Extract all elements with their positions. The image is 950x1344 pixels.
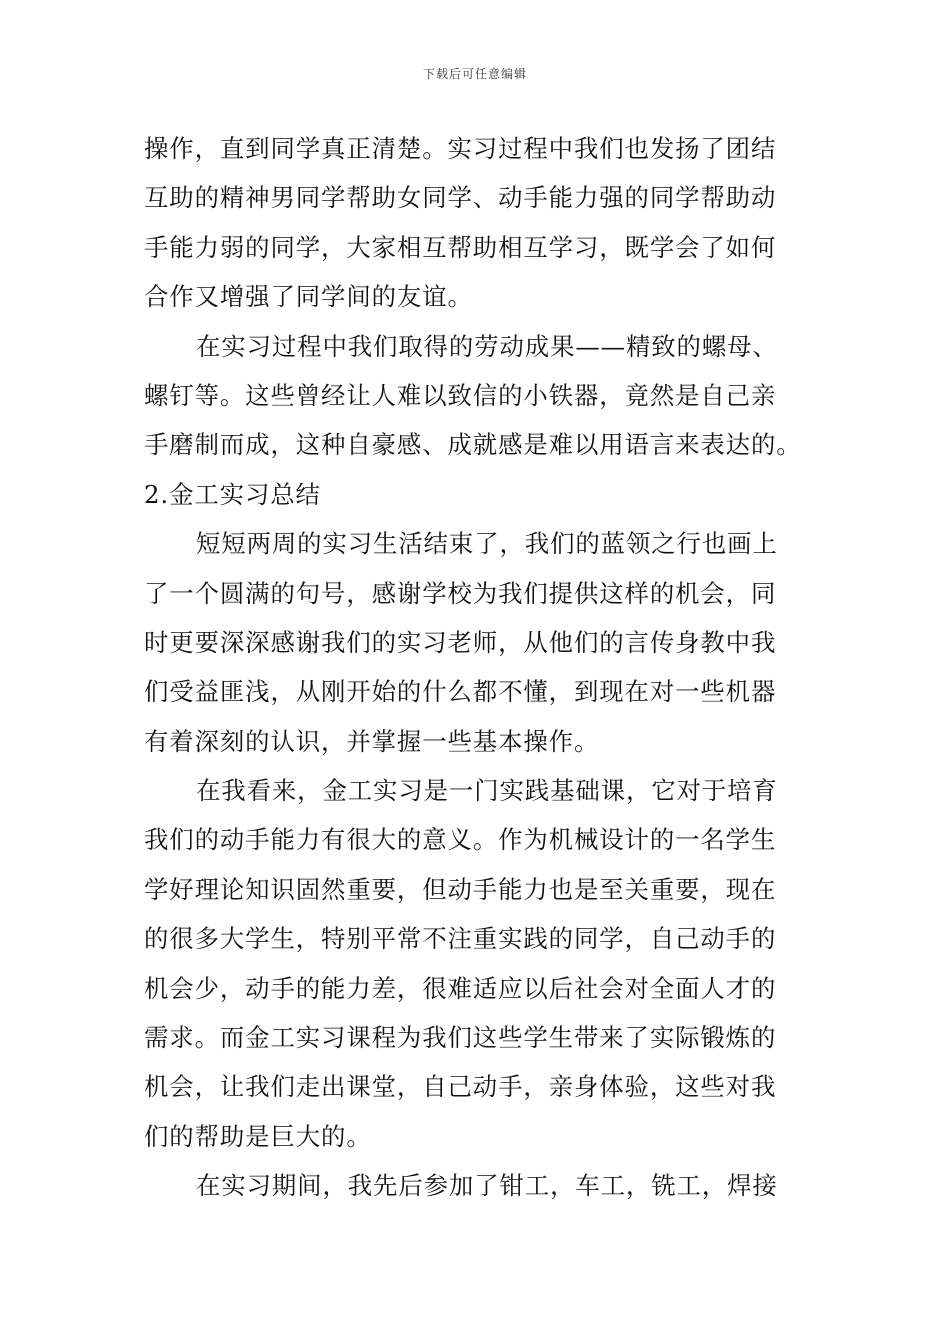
text-line: 螺钉等。这些曾经让人难以致信的小铁器，竟然是自己亲	[144, 380, 777, 410]
text-line: 学好理论知识固然重要，但动手能力也是至关重要，现在	[144, 874, 777, 904]
text-line: 操作，直到同学真正清楚。实习过程中我们也发扬了团结	[144, 134, 777, 163]
text-line: 机会少，动手的能力差，很难适应以后社会对全面人才的	[144, 973, 777, 1003]
text-line: 我们的动手能力有很大的意义。作为机械设计的一名学生	[144, 825, 777, 855]
text-line: 需求。而金工实习课程为我们这些学生带来了实际锻炼的	[144, 1023, 777, 1053]
text-line: 短短两周的实习生活结束了，我们的蓝领之行也画上	[196, 529, 778, 559]
text-line: 们受益匪浅，从刚开始的什么都不懂，到现在对一些机器	[144, 677, 777, 707]
text-line: 在实习过程中我们取得的劳动成果——精致的螺母、	[196, 331, 778, 361]
text-line: 时更要深深感谢我们的实习老师，从他们的言传身教中我	[144, 627, 777, 657]
text-line: 在我看来，金工实习是一门实践基础课，它对于培育	[196, 776, 778, 806]
text-line: 手磨制而成，这种自豪感、成就感是难以用语言来表达的。	[144, 430, 802, 460]
text-line: 机会，让我们走出课堂，自己动手，亲身体验，这些对我	[144, 1072, 777, 1102]
text-line: 2.金工实习总结	[144, 479, 321, 509]
header-note: 下载后可任意编辑	[422, 67, 527, 81]
text-line: 的很多大学生，特别平常不注重实践的同学，自己动手的	[144, 924, 777, 954]
text-line: 合作又增强了同学间的友谊。	[144, 282, 473, 312]
document-body	[144, 124, 809, 1211]
text-line: 有着深刻的认识，并掌握一些基本操作。	[144, 726, 600, 756]
text-line: 互助的精神男同学帮助女同学、动手能力强的同学帮助动	[144, 183, 777, 213]
text-line: 们的帮助是巨大的。	[144, 1121, 372, 1151]
text-line: 了一个圆满的句号，感谢学校为我们提供这样的机会，同	[144, 578, 777, 608]
text-line: 在实习期间，我先后参加了钳工，车工，铣工，焊接	[196, 1171, 778, 1201]
text-line: 手能力弱的同学，大家相互帮助相互学习，既学会了如何	[144, 232, 777, 262]
